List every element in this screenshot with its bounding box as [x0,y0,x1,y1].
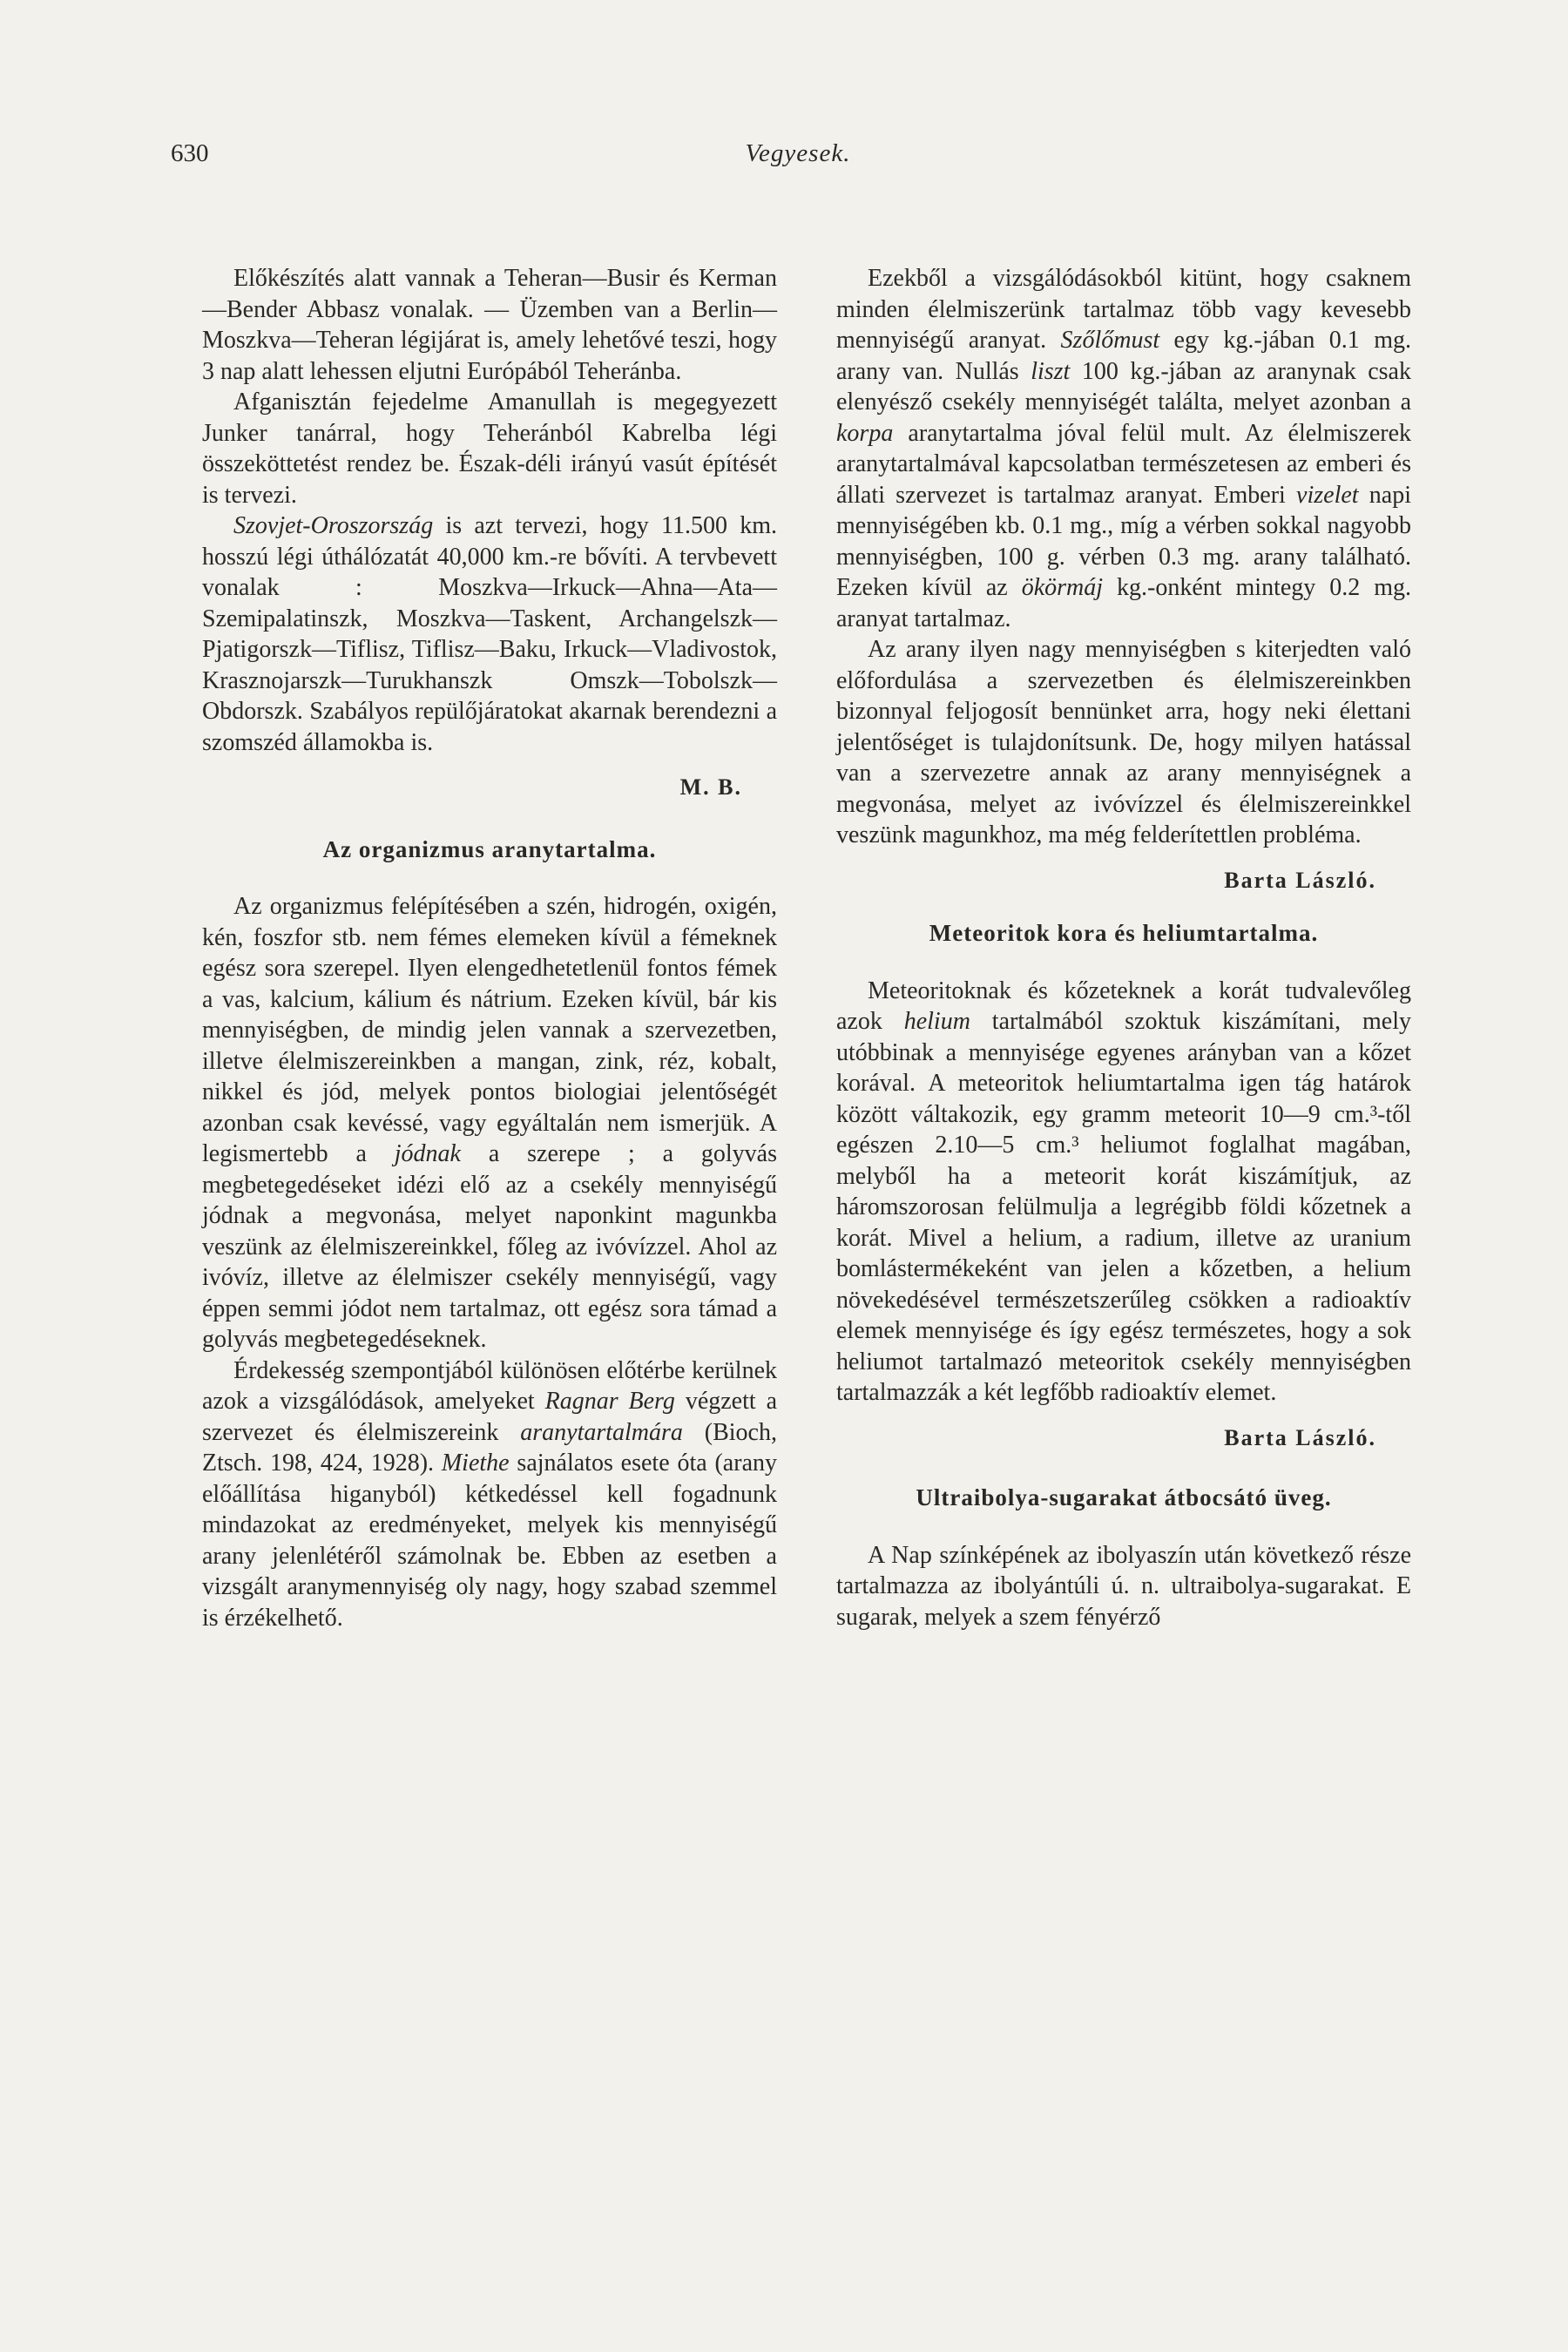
italic-okormaj: ökörmáj [1021,574,1104,601]
left-column [202,263,777,1633]
p4-text: Az organizmus felépítésében a szén, hidrogén, oxigén, kén, foszfor stb. nem fémes elemeken kívül a fémeknek egész sora szerepel. Ilyen elengedhetetlenül fontos fémek a vas, kalcium, kálium és nátrium. Ezeken kívül, bár kis mennyiségben, de mindig jelen vannak a szervezetben, illetve élelmiszereinkben a mangan, zink, réz, kobalt, nikkel és jód, melyek pontos biologiai jelentőségét azonban csak kevéssé, vagy egyáltalán nem ismerjük. A legismertebb a [202,893,777,1167]
running-head: Vegyesek. [745,139,851,167]
signature-barta-1: Barta László. [1224,867,1376,893]
page-header [171,139,1425,183]
signature-barta-2: Barta László. [1224,1424,1376,1450]
p5-d: sajnálatos esete óta (arany előállítása higanyból) kétkedéssel kell fogadnunk mindazokat az eredményeket, melyek kis mennyiségű arany jelenlétéről számolnak be. Ebben az esetben a vizsgált aranymennyiség oly nagy, hogy szabad szemmel is érzékelhető. [202,1450,777,1632]
r-p3-a: Meteoritoknak és kőzeteknek a korát tudvalevőleg azok [836,977,1411,1035]
paragraph-meteorites [836,976,1411,1409]
p5-c: (Bioch, Ztsch. 198, 424, 1928). [202,1418,777,1477]
paragraph-teheran-lines: Előkészítés alatt vannak a Teheran—Busir és Kerman—Bender Abbasz vonalak. — Üzemben van a Berlin—Moszkva—Teheran légijárat is, amely lehetővé teszi, hogy 3 nap alatt lehessen eljutni Európából Teheránba. [202,265,777,385]
page-number: 630 [171,139,209,167]
r-p1-c: 100 kg.-jában az aranynak csak elenyésző csekély mennyiségét találta, melyet azonban a [836,357,1411,416]
paragraph-soviet [202,510,777,758]
r-p3-b: tartalmából szoktuk kiszámítani, mely utóbbinak a mennyisége egyenes arányban van a kőzet korával. A meteoritok heliumtartalma igen tág határok között váltakozik, egy gramm meteorit 10—9 cm.³-től egészen 2.10—5 cm.³ heliumot foglalhat magában, melyből ha a meteorit korát kiszámítjuk, az háromszorosan felülmulja a legrégibb földi kőzetnek a korát. Mivel a helium, a radium, illetve az uranium bomlástermékeként van jelen a kőzetben, a helium növekedésével természetszerűleg csökken a radioaktív elemek mennyisége és így egész természetes, hogy a sok heliumot tartalmazó meteoritok csekély mennyiségben tartalmazzák a két legfőbb radioaktív elemet. [836,1008,1412,1406]
paragraph-organism-metals [202,891,777,1355]
paragraph-gold-findings [836,263,1411,634]
italic-liszt: liszt [1031,357,1071,385]
italic-helium: helium [903,1008,970,1035]
paragraph-soviet-text: is azt tervezi, hogy 11.500 km. hosszú légi úthálózatát 40,000 km.-re bővíti. A tervbevett vonalak : Moszkva—Irkuck—Ahna—Ata—Szemipalatinszk, Moszkva—Taskent, Archangelszk—Pjatigorszk—Tiflisz, Tiflisz—Baku, Irkuck—Vladivostok, Krasznojarszk—Turukhanszk Omszk—Tobolszk—Obdorszk. Szabályos repülőjáratokat akarnak berendezni a szomszéd államokba is. [202,512,777,756]
italic-vizelet: vizelet [1296,481,1359,509]
italic-jodnak: jódnak [394,1140,461,1167]
paragraph-uv: A Nap színképének az ibolyaszín után következő része tartalmazza az ibolyántúli ú. n. ultraibolya-sugarakat. E sugarak, melyek a szem fényérző [836,1541,1411,1631]
r-p1-f: kg.-onként mintegy 0.2 mg. aranyat tartalmaz. [836,574,1411,632]
r-p1-e: napi mennyiségében kb. 0.1 mg., míg a vérben sokkal nagyobb mennyiségben, 100 g. vérben 0.3 mg. arany található. Ezeken kívül az [836,481,1411,601]
italic-miethe: Miethe [441,1450,510,1477]
p5-a: Érdekesség szempontjából különösen előtérbe kerülnek azok a vizsgálódások, amelyeket [202,1356,777,1415]
italic-ragnar-berg: Ragnar Berg [544,1388,675,1415]
italic-aranytartalmara: aranytartalmára [520,1418,683,1446]
right-column [836,263,1411,1632]
p5-b: végzett a szervezet és élelmiszereink [202,1388,778,1446]
paragraph-gold-significance: Az arany ilyen nagy mennyiségben s kiterjedten való előfordulása a szervezetben és élelmiszereinkben bizonnyal feljogosít bennünket arra, hogy neki élettani jelentőséget is tulajdonítsunk. De, hogy milyen hatással van a szervezetre annak az arany mennyiségnek a megvonása, melyet az ivóvízzel és élelmiszereinkkel veszünk magunkhoz, ma még felderítettlen probléma. [836,636,1411,848]
italic-korpa: korpa [836,419,894,447]
paragraph-afghanistan: Afganisztán fejedelme Amanullah is megegyezett Junker tanárral, hogy Teheránból Kabrelba légi összeköttetést rendez be. Észak-déli irányú vasút építését is tervezi. [202,389,777,509]
italic-soviet: Szovjet-Oroszország [233,512,434,539]
signature-mb: M. B. [679,774,742,800]
r-p1-d: aranytartalma jóval felül mult. Az élelmiszerek aranytartalmával kapcsolatban természetesen az emberi és állati szervezet is tartalmaz aranyat. Emberi [836,419,1411,509]
italic-szolomust: Szőlőmust [1060,327,1160,354]
paragraph-berg-study [202,1355,777,1634]
section-title-gold: Az organizmus aranytartalma. [322,835,657,862]
r-p1-b: egy kg.-jában 0.1 mg. arany van. Nullás [836,327,1411,385]
r-p1-a: Ezekből a vizsgálódásokból kitünt, hogy csaknem minden élelmiszerünk tartalmaz több vagy kevesebb mennyiségű aranyat. [836,265,1411,354]
section-title-uv-glass: Ultraibolya-sugarakat átbocsátó üveg. [916,1484,1332,1511]
section-title-meteorites: Meteoritok kora és heliumtartalma. [929,920,1319,946]
p4-end-text: a szerepe ; a golyvás megbetegedéseket idézi elő az a csekély mennyiségű jódnak a megvonása, melyet naponkint magunkba veszünk az élelmiszereinkkel, főleg az ivóvízzel. Ahol az ivóvíz, illetve az élelmiszer csekély mennyiségű, vagy éppen semmi jódot nem tartalmaz, ott egész sora támad a golyvás megbetegedéseknek. [202,1140,777,1353]
